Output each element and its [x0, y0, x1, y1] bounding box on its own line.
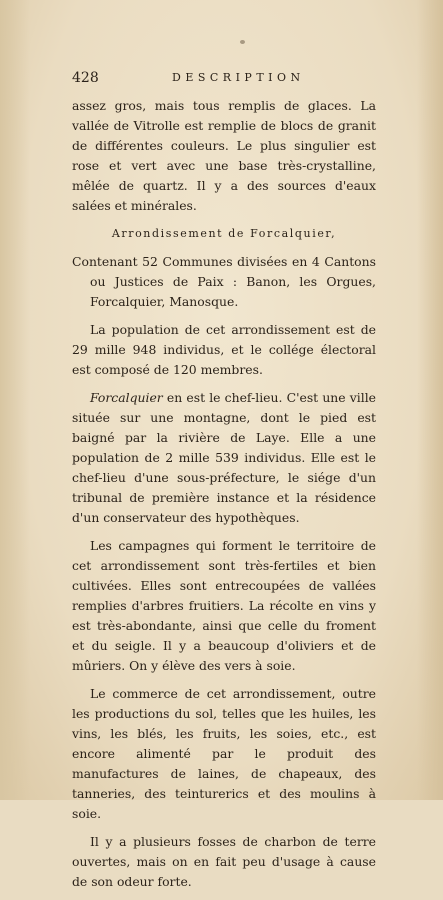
- paragraph-forcalquier: [72, 388, 376, 528]
- paragraph-commerce: Le commerce de cet arrondissement, outre les productions du sol, telles que les huiles, les vins, les blés, les fruits, les soies, etc., est encore alimenté par le produit des manufactures de laines, de chapeaux, des tanneries, des teinturerics et des moulins à soie.: [72, 686, 376, 821]
- paragraph-continued: assez gros, mais tous remplis de glaces. La vallée de Vitrolle est remplie de blocs de granit de différentes couleurs. Le plus singulier est rose et vert avec une base très-crystalline, mêlée de quartz. Il y a des sources d'eaux salées et minérales.: [72, 98, 376, 213]
- ink-spot: [240, 40, 245, 44]
- running-title: DESCRIPTION: [172, 71, 305, 84]
- place-name-forcalquier: Forcalquier: [90, 390, 163, 405]
- section-heading: Arrondissement de Forcalquier,: [111, 227, 337, 240]
- page-shadow-left: [0, 0, 30, 800]
- page-text: [72, 96, 376, 900]
- section-subheading: Contenant 52 Communes divisées en 4 Cantons ou Justices de Paix : Banon, les Orgues, Forcalquier, Manosque.: [72, 254, 376, 309]
- paragraph-forcalquier-text: en est le chef-lieu. C'est une ville située sur une montagne, dont le pied est baigné par la rivière de Laye. Elle a une population de 2 mille 539 individus. Elle est le chef-lieu d'une sous-préfecture, le siége d'un tribunal de première instance et la résidence d'un conservateur des hypothèques.: [72, 390, 376, 525]
- paragraph-population: La population de cet arrondissement est de 29 mille 948 individus, et le collége électoral est composé de 120 membres.: [72, 322, 376, 377]
- page-number: 428: [72, 70, 99, 86]
- paragraph-charbon: Il y a plusieurs fosses de charbon de terre ouvertes, mais on en fait peu d'usage à cause de son odeur forte.: [72, 834, 376, 889]
- paragraph-campagnes: Les campagnes qui forment le territoire de cet arrondissement sont très-fertiles et bien cultivées. Elles sont entrecoupées de vallées remplies d'arbres fruitiers. La récolte en vins y est très-abondante, ainsi que celle du froment et du seigle. Il y a beaucoup d'oliviers et de mûriers. On y élève des vers à soie.: [72, 538, 376, 673]
- running-header: [72, 70, 377, 90]
- page-shadow-right: [417, 0, 443, 800]
